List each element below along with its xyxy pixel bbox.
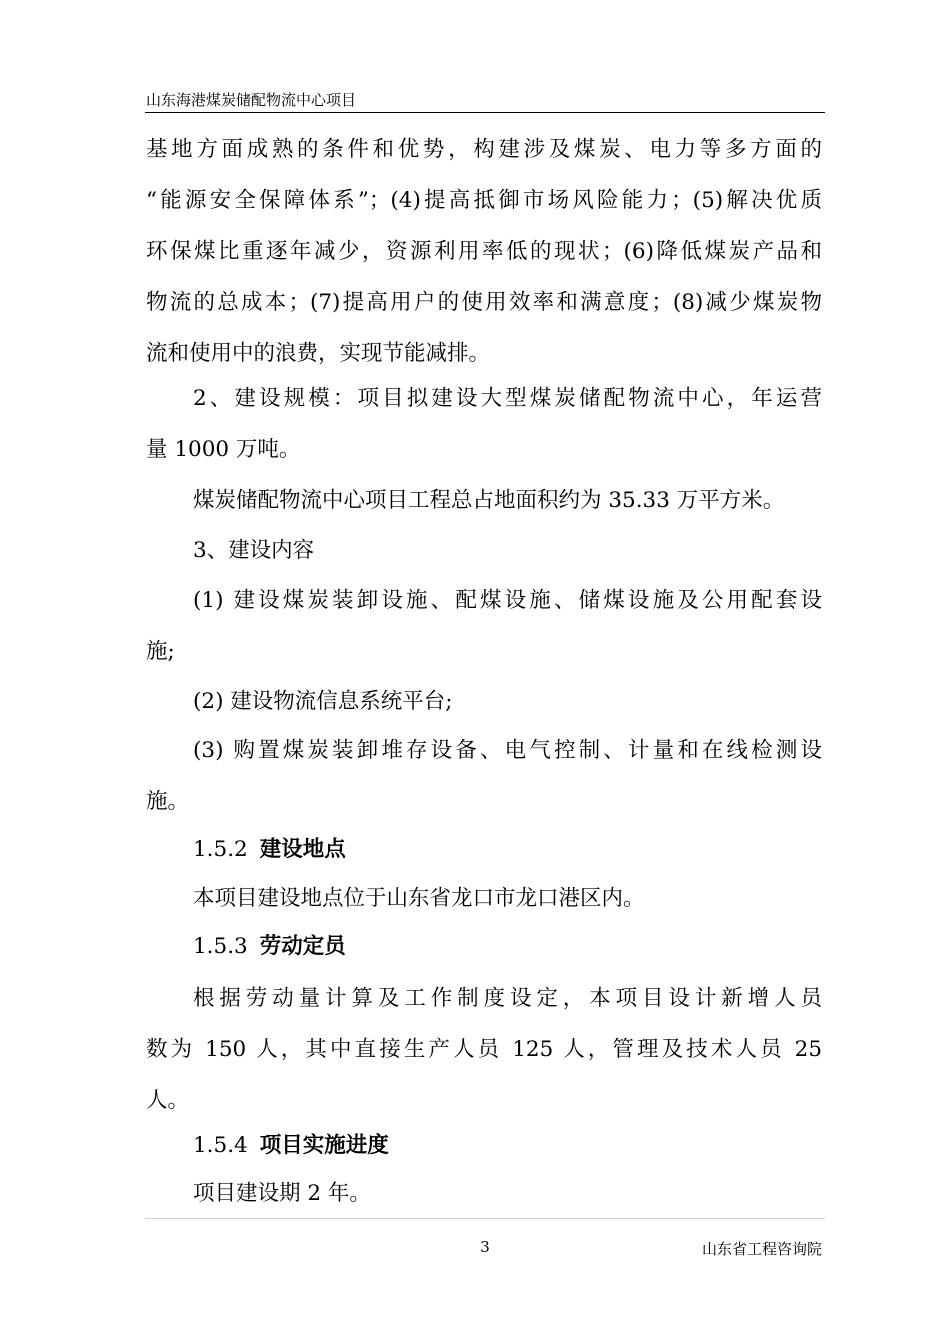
footer-divider xyxy=(145,1218,825,1219)
list-item: (1) 建设煤炭装卸设施、配煤设施、储煤设施及公用配套设 xyxy=(193,588,822,613)
paragraph-line: 数为 150 人，其中直接生产人员 125 人，管理及技术人员 25 xyxy=(146,1037,822,1062)
section-number: 1.5.4 xyxy=(193,1133,248,1158)
header-title: 山东海港煤炭储配物流中心项目 xyxy=(146,91,357,109)
footer-organization: 山东省工程咨询院 xyxy=(701,1240,822,1258)
section-heading xyxy=(193,1120,822,1172)
paragraph-line: 本项目建设地点位于山东省龙口市龙口港区内。 xyxy=(193,886,645,911)
paragraph-line: 流和使用中的浪费，实现节能减排。 xyxy=(146,341,491,366)
list-item-continuation: 施; xyxy=(146,639,175,664)
list-item: (3) 购置煤炭装卸堆存设备、电气控制、计量和在线检测设 xyxy=(193,738,822,763)
section-title: 建设地点 xyxy=(259,837,346,862)
paragraph-line: 项目建设期 2 年。 xyxy=(193,1181,371,1206)
page-number: 3 xyxy=(480,1238,490,1256)
section-heading xyxy=(193,824,822,876)
list-item: (2) 建设物流信息系统平台; xyxy=(193,689,453,714)
section-number: 1.5.3 xyxy=(193,934,248,959)
paragraph-line: 物流的总成本；(7)提高用户的使用效率和满意度；(8)减少煤炭物 xyxy=(146,290,822,315)
section-number: 1.5.2 xyxy=(193,837,248,862)
section-heading xyxy=(193,921,822,973)
header-divider xyxy=(145,112,825,113)
paragraph-line: 根据劳动量计算及工作制度设定，本项目设计新增人员 xyxy=(193,986,822,1011)
paragraph-line: “能源安全保障体系”；(4)提高抵御市场风险能力；(5)解决优质 xyxy=(146,188,822,213)
section-title: 项目实施进度 xyxy=(259,1133,389,1158)
paragraph-line: 人。 xyxy=(146,1088,190,1113)
paragraph-line: 基地方面成熟的条件和优势，构建涉及煤炭、电力等多方面的 xyxy=(146,137,822,162)
section-title: 劳动定员 xyxy=(259,934,346,959)
paragraph-line: 煤炭储配物流中心项目工程总占地面积约为 35.33 万平方米。 xyxy=(193,488,785,513)
list-item-continuation: 施。 xyxy=(146,789,190,814)
paragraph-line: 环保煤比重逐年减少，资源利用率低的现状；(6)降低煤炭产品和 xyxy=(146,239,822,264)
paragraph-line: 3、建设内容 xyxy=(193,538,315,563)
paragraph-line: 量 1000 万吨。 xyxy=(146,437,301,462)
paragraph-line: 2、建设规模：项目拟建设大型煤炭储配物流中心，年运营 xyxy=(193,386,822,411)
